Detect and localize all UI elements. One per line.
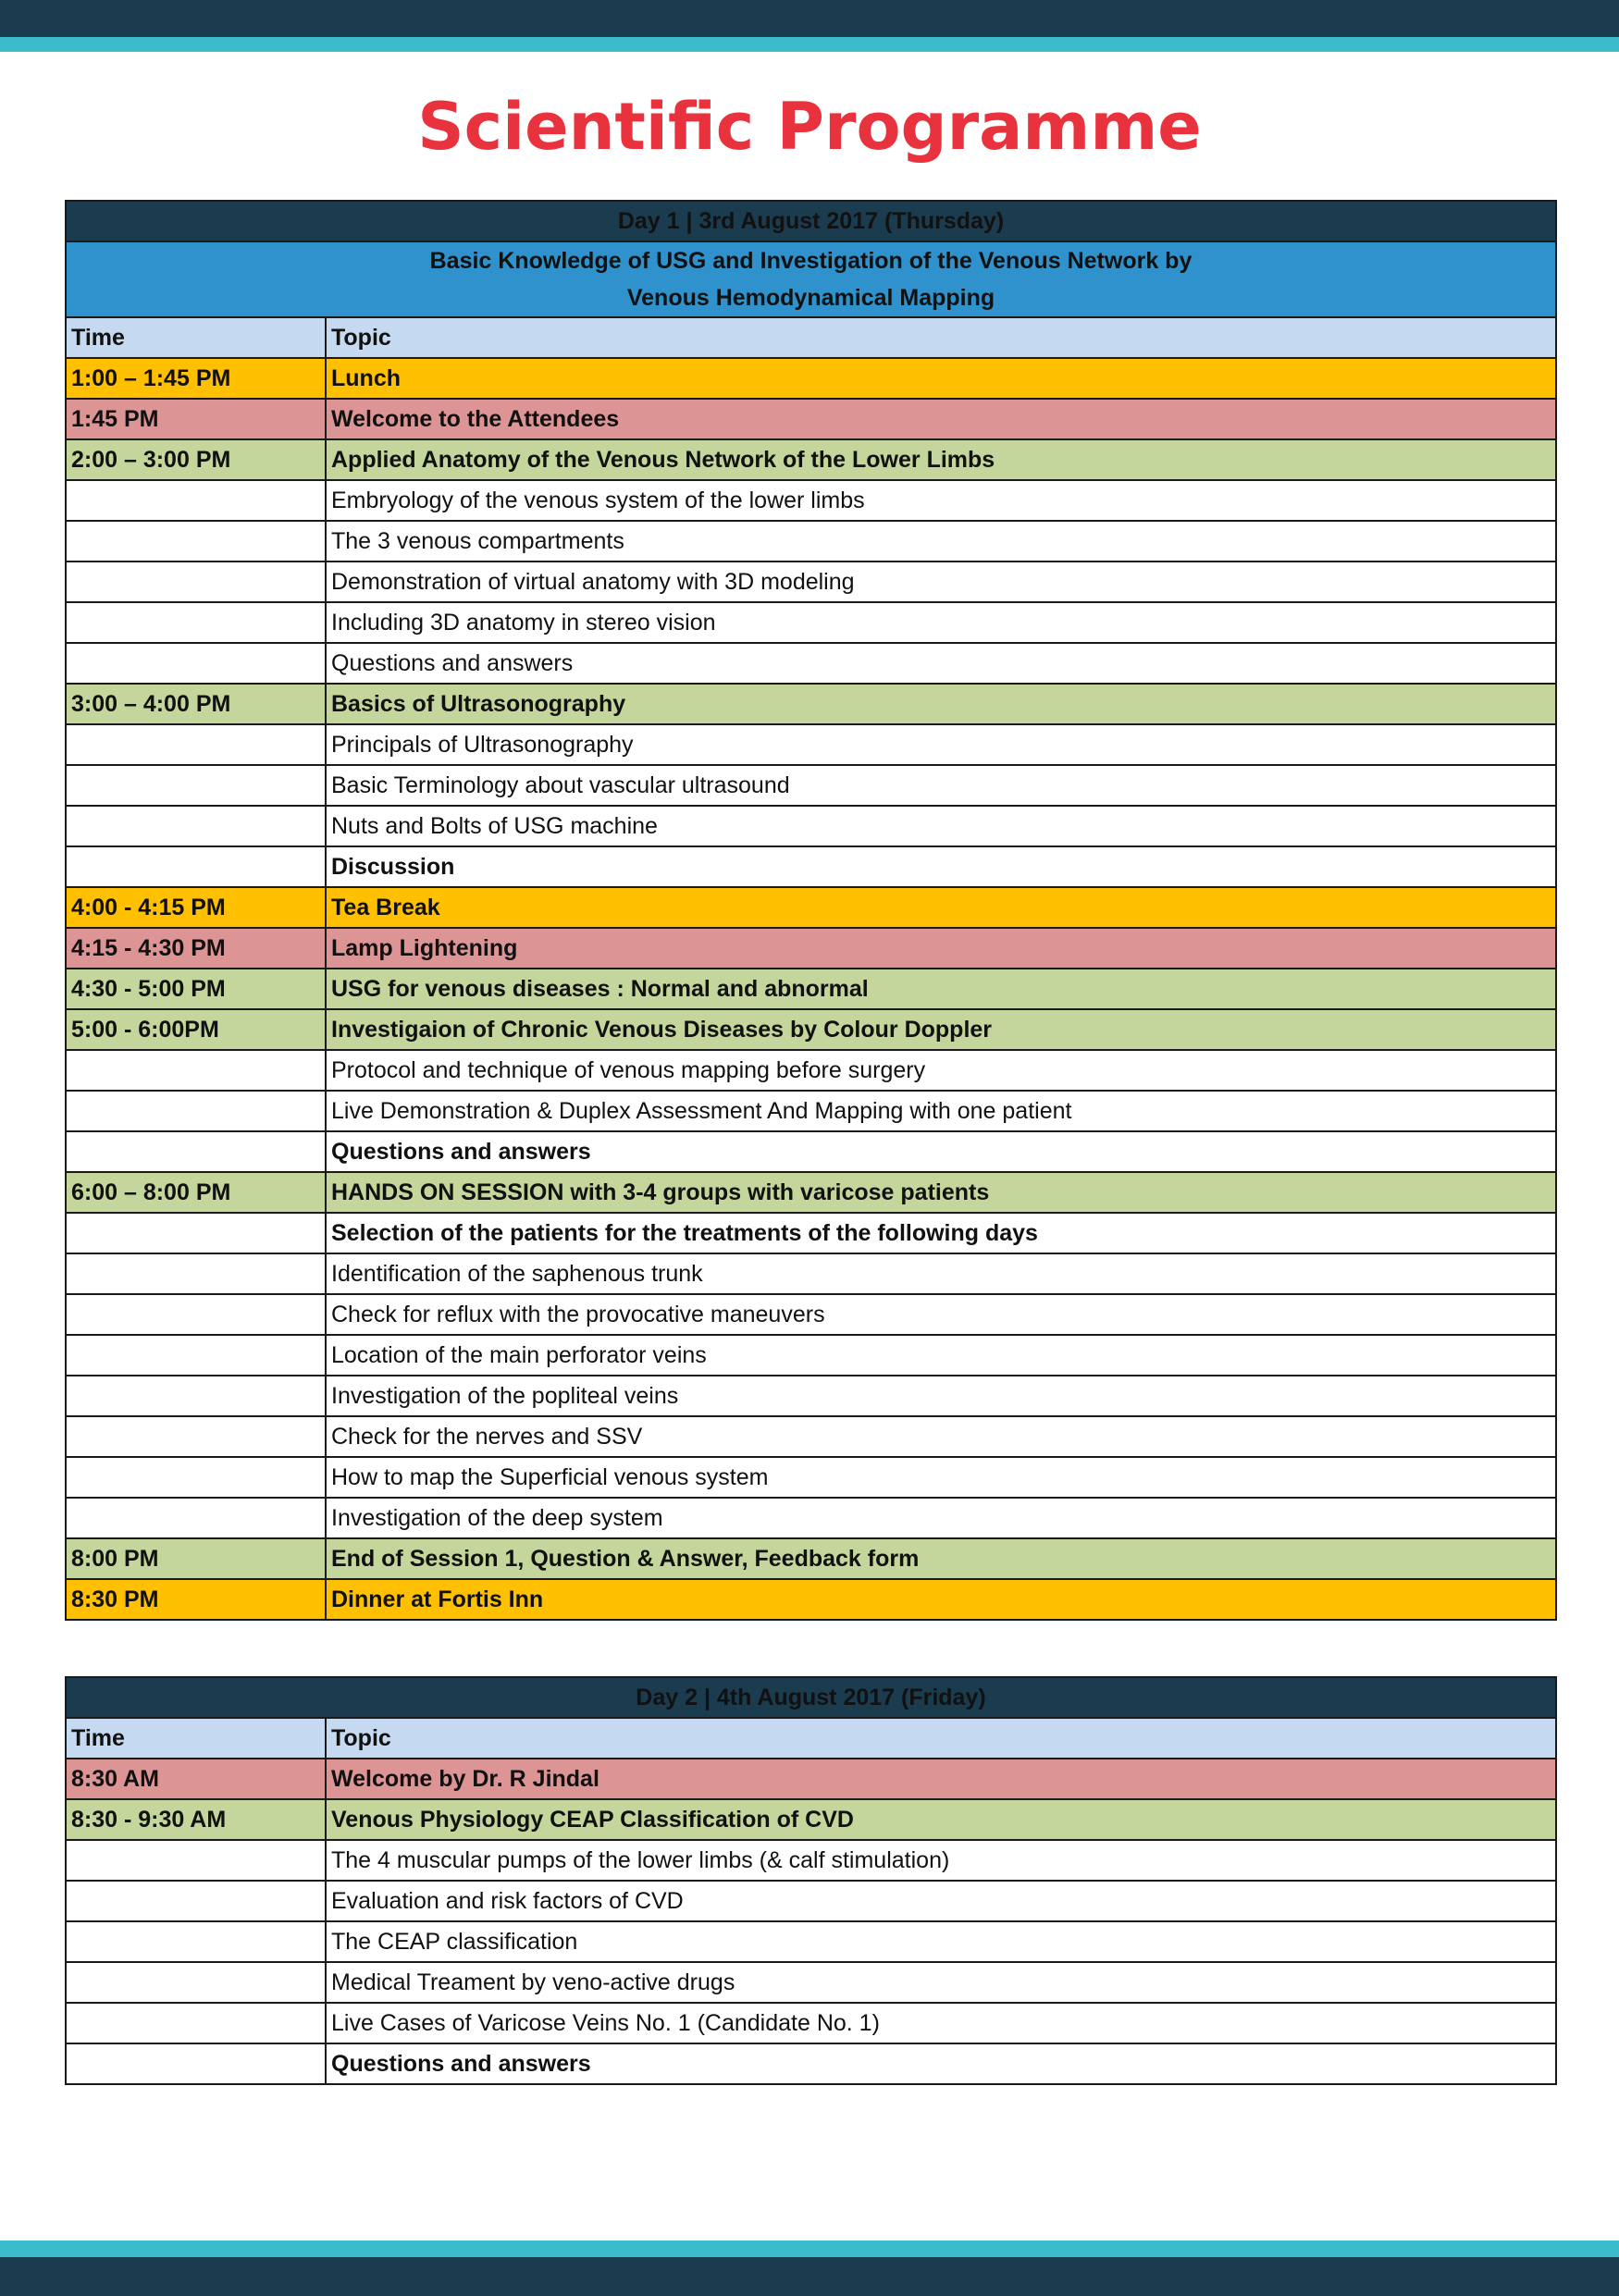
- time-cell: [66, 602, 326, 643]
- time-cell: [66, 846, 326, 887]
- time-cell: [66, 806, 326, 846]
- schedule-row: [66, 1131, 1556, 1172]
- time-cell: [66, 1921, 326, 1962]
- topic-cell: Basic Terminology about vascular ultrasound: [326, 765, 1556, 806]
- schedule-row: [66, 1538, 1556, 1579]
- topic-cell: Embryology of the venous system of the lower limbs: [326, 480, 1556, 521]
- topic-cell: Live Cases of Varicose Veins No. 1 (Candidate No. 1): [326, 2003, 1556, 2043]
- topic-cell: Basics of Ultrasonography: [326, 684, 1556, 724]
- day-1-schedule-table: [65, 200, 1557, 1621]
- schedule-row: [66, 2003, 1556, 2043]
- time-cell: 4:15 - 4:30 PM: [66, 928, 326, 969]
- schedule-row: [66, 643, 1556, 684]
- schedule-row: [66, 2043, 1556, 2084]
- time-cell: [66, 643, 326, 684]
- topic-cell: Lunch: [326, 358, 1556, 399]
- topic-cell: The 4 muscular pumps of the lower limbs (& calf stimulation): [326, 1840, 1556, 1881]
- time-cell: [66, 480, 326, 521]
- schedule-row: [66, 1376, 1556, 1416]
- topic-cell: Lamp Lightening: [326, 928, 1556, 969]
- schedule-row: [66, 602, 1556, 643]
- time-cell: [66, 1050, 326, 1091]
- schedule-row: [66, 684, 1556, 724]
- day-1-theme-line-1: Basic Knowledge of USG and Investigation of the Venous Network by: [429, 248, 1193, 274]
- time-cell: 8:30 AM: [66, 1759, 326, 1799]
- time-cell: 1:00 – 1:45 PM: [66, 358, 326, 399]
- topic-cell: Investigation of the popliteal veins: [326, 1376, 1556, 1416]
- time-column-header: Time: [66, 317, 326, 358]
- time-cell: [66, 1498, 326, 1538]
- topic-cell: Investigaion of Chronic Venous Diseases by Colour Doppler: [326, 1009, 1556, 1050]
- time-cell: [66, 1457, 326, 1498]
- time-cell: [66, 521, 326, 562]
- time-cell: 2:00 – 3:00 PM: [66, 439, 326, 480]
- schedule-row: [66, 928, 1556, 969]
- time-cell: 1:45 PM: [66, 399, 326, 439]
- time-cell: [66, 1335, 326, 1376]
- day-1-heading-row: [66, 201, 1556, 241]
- day-1-theme-line-2: Venous Hemodynamical Mapping: [626, 285, 995, 311]
- topic-cell: Location of the main perforator veins: [326, 1335, 1556, 1376]
- topic-cell: Live Demonstration & Duplex Assessment And Mapping with one patient: [326, 1091, 1556, 1131]
- schedule-row: [66, 806, 1556, 846]
- top-bar-teal: [0, 37, 1619, 52]
- topic-cell: Dinner at Fortis Inn: [326, 1579, 1556, 1620]
- schedule-row: [66, 846, 1556, 887]
- schedule-row: [66, 887, 1556, 928]
- topic-cell: Check for the nerves and SSV: [326, 1416, 1556, 1457]
- schedule-row: [66, 1457, 1556, 1498]
- day-1-column-header-row: [66, 317, 1556, 358]
- topic-cell: Protocol and technique of venous mapping before surgery: [326, 1050, 1556, 1091]
- topic-cell: Demonstration of virtual anatomy with 3D modeling: [326, 562, 1556, 602]
- topic-cell: Medical Treament by veno-active drugs: [326, 1962, 1556, 2003]
- time-cell: [66, 1881, 326, 1921]
- schedule-row: [66, 399, 1556, 439]
- topic-cell: Questions and answers: [326, 2043, 1556, 2084]
- time-cell: [66, 2003, 326, 2043]
- time-cell: [66, 724, 326, 765]
- day-1-theme-row: [66, 241, 1556, 317]
- schedule-row: [66, 1498, 1556, 1538]
- topic-cell: USG for venous diseases : Normal and abnormal: [326, 969, 1556, 1009]
- day-1-heading: Day 1 | 3rd August 2017 (Thursday): [66, 201, 1556, 241]
- schedule-row: [66, 1962, 1556, 2003]
- schedule-row: [66, 1416, 1556, 1457]
- schedule-row: [66, 1335, 1556, 1376]
- topic-column-header: Topic: [326, 1718, 1556, 1759]
- schedule-row: [66, 1009, 1556, 1050]
- schedule-row: [66, 1921, 1556, 1962]
- time-cell: 5:00 - 6:00PM: [66, 1009, 326, 1050]
- schedule-row: [66, 562, 1556, 602]
- top-bar-dark: [0, 0, 1619, 37]
- schedule-row: [66, 1840, 1556, 1881]
- schedule-row: [66, 480, 1556, 521]
- topic-cell: Questions and answers: [326, 1131, 1556, 1172]
- topic-cell: Principals of Ultrasonography: [326, 724, 1556, 765]
- day-2-column-header-row: [66, 1718, 1556, 1759]
- topic-cell: Applied Anatomy of the Venous Network of the Lower Limbs: [326, 439, 1556, 480]
- topic-cell: Discussion: [326, 846, 1556, 887]
- topic-cell: Welcome by Dr. R Jindal: [326, 1759, 1556, 1799]
- schedule-row: [66, 1172, 1556, 1213]
- topic-cell: Questions and answers: [326, 643, 1556, 684]
- time-cell: 4:30 - 5:00 PM: [66, 969, 326, 1009]
- topic-cell: The 3 venous compartments: [326, 521, 1556, 562]
- topic-column-header: Topic: [326, 317, 1556, 358]
- page-title: Scientific Programme: [417, 89, 1202, 165]
- schedule-row: [66, 358, 1556, 399]
- schedule-row: [66, 1579, 1556, 1620]
- time-cell: 8:00 PM: [66, 1538, 326, 1579]
- topic-cell: The CEAP classification: [326, 1921, 1556, 1962]
- time-cell: [66, 562, 326, 602]
- day-2-schedule-table: [65, 1676, 1557, 2085]
- topic-cell: Nuts and Bolts of USG machine: [326, 806, 1556, 846]
- topic-cell: Investigation of the deep system: [326, 1498, 1556, 1538]
- schedule-row: [66, 1759, 1556, 1799]
- day-2-heading: Day 2 | 4th August 2017 (Friday): [66, 1677, 1556, 1718]
- topic-cell: Evaluation and risk factors of CVD: [326, 1881, 1556, 1921]
- schedule-row: [66, 521, 1556, 562]
- schedule-row: [66, 439, 1556, 480]
- time-cell: [66, 1213, 326, 1253]
- topic-cell: Tea Break: [326, 887, 1556, 928]
- time-cell: 3:00 – 4:00 PM: [66, 684, 326, 724]
- time-cell: [66, 1962, 326, 2003]
- time-cell: [66, 1131, 326, 1172]
- day-1-rows: [66, 201, 1556, 1620]
- time-cell: 8:30 - 9:30 AM: [66, 1799, 326, 1840]
- schedule-row: [66, 969, 1556, 1009]
- topic-cell: How to map the Superficial venous system: [326, 1457, 1556, 1498]
- schedule-row: [66, 724, 1556, 765]
- schedule-row: [66, 1050, 1556, 1091]
- time-cell: 4:00 - 4:15 PM: [66, 887, 326, 928]
- time-cell: 8:30 PM: [66, 1579, 326, 1620]
- topic-cell: Welcome to the Attendees: [326, 399, 1556, 439]
- topic-cell: Including 3D anatomy in stereo vision: [326, 602, 1556, 643]
- day-2-heading-row: [66, 1677, 1556, 1718]
- schedule-row: [66, 1799, 1556, 1840]
- time-cell: [66, 2043, 326, 2084]
- bottom-bar-teal: [0, 2240, 1619, 2257]
- day-1-theme: [66, 241, 1556, 317]
- bottom-bar-dark: [0, 2257, 1619, 2296]
- schedule-row: [66, 1253, 1556, 1294]
- time-column-header: Time: [66, 1718, 326, 1759]
- topic-cell: End of Session 1, Question & Answer, Feedback form: [326, 1538, 1556, 1579]
- schedule-row: [66, 1091, 1556, 1131]
- topic-cell: Venous Physiology CEAP Classification of CVD: [326, 1799, 1556, 1840]
- topic-cell: HANDS ON SESSION with 3-4 groups with varicose patients: [326, 1172, 1556, 1213]
- time-cell: 6:00 – 8:00 PM: [66, 1172, 326, 1213]
- schedule-row: [66, 1294, 1556, 1335]
- time-cell: [66, 1091, 326, 1131]
- topic-cell: Identification of the saphenous trunk: [326, 1253, 1556, 1294]
- time-cell: [66, 1376, 326, 1416]
- schedule-row: [66, 1881, 1556, 1921]
- time-cell: [66, 1253, 326, 1294]
- time-cell: [66, 1294, 326, 1335]
- topic-cell: Check for reflux with the provocative maneuvers: [326, 1294, 1556, 1335]
- schedule-row: [66, 765, 1556, 806]
- time-cell: [66, 1840, 326, 1881]
- time-cell: [66, 765, 326, 806]
- time-cell: [66, 1416, 326, 1457]
- topic-cell: Selection of the patients for the treatments of the following days: [326, 1213, 1556, 1253]
- day-2-rows: [66, 1677, 1556, 2084]
- schedule-row: [66, 1213, 1556, 1253]
